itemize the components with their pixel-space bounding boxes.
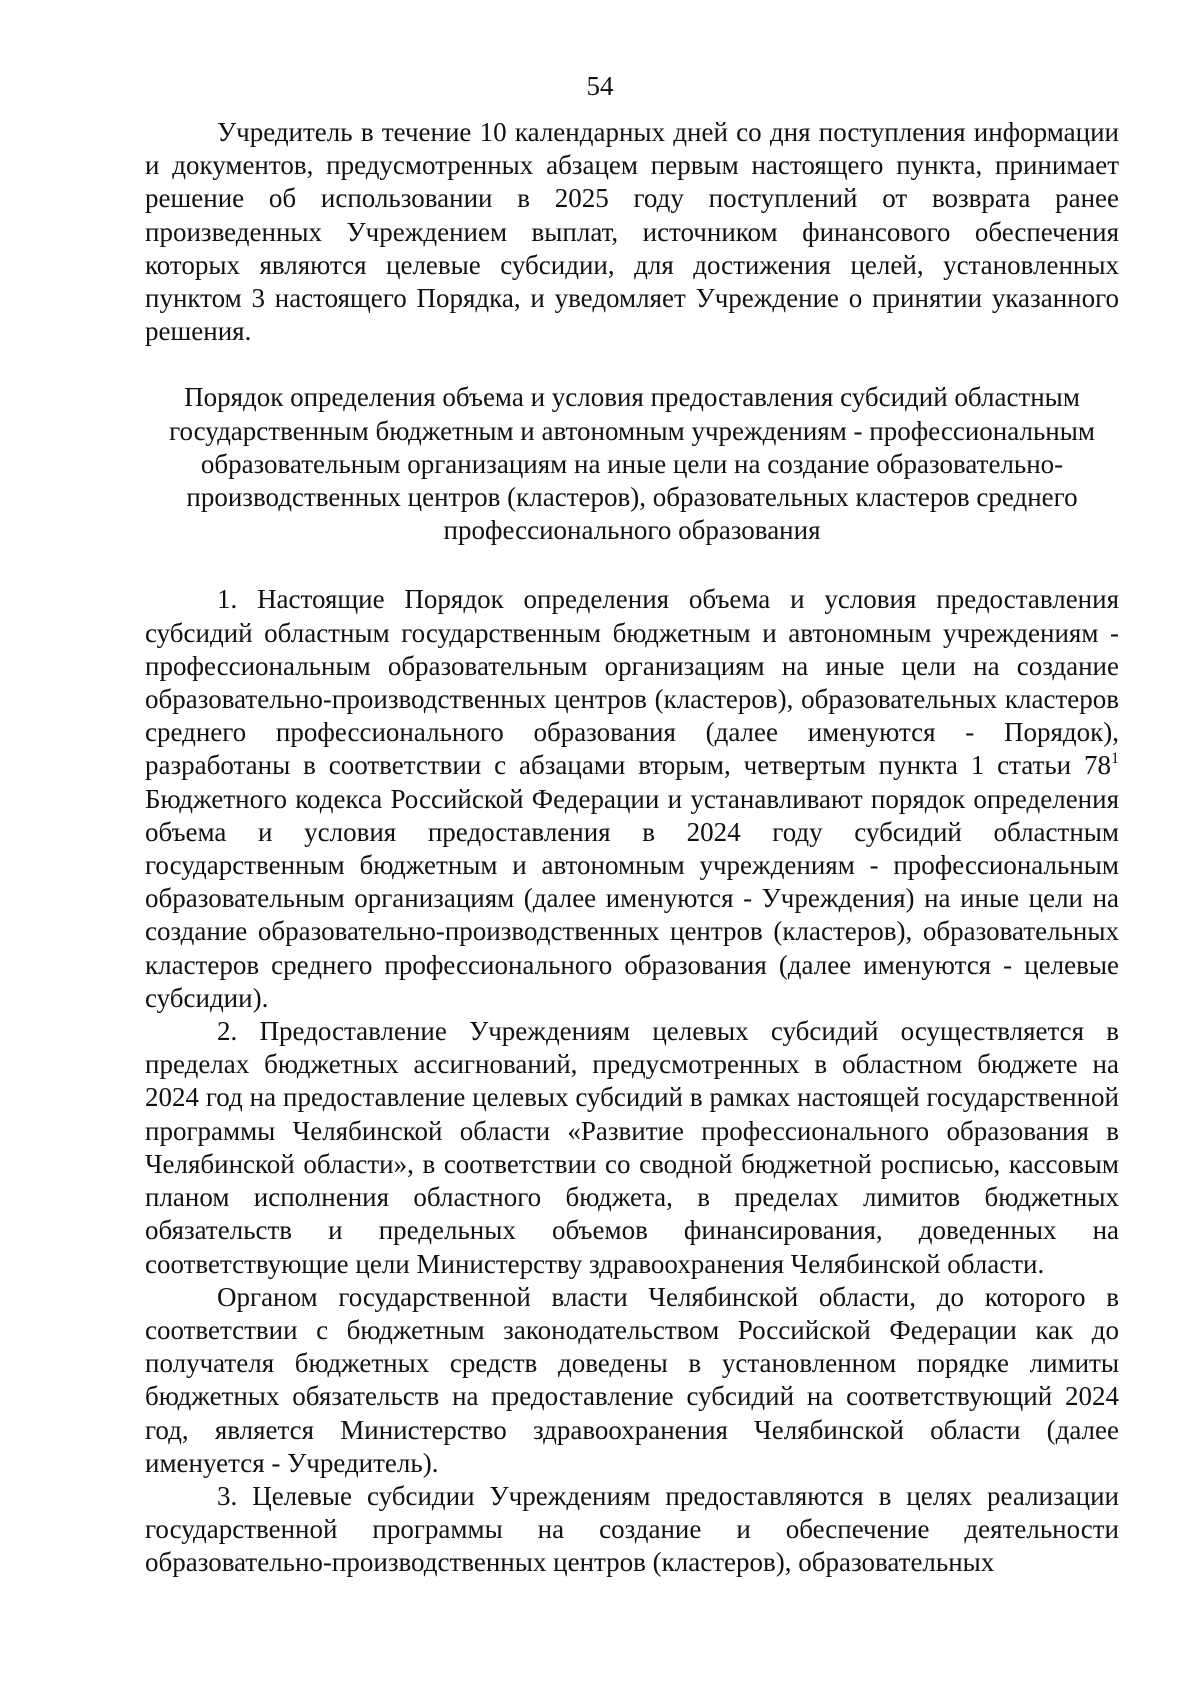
paragraph-1-general <box>145 583 1119 1015</box>
paragraph-2-funding: 2. Предоставление Учреждениям целевых субсидий осуществляется в пределах бюджетных ассигнований, предусмотренных в областном бюджете на 2024 год на предоставление целевых субсидий в рамках настоящей государственной программы Челябинской области «Развитие профессионального образования в Челябинской области», в соответствии со сводной бюджетной росписью, кассовым планом исполнения областного бюджета, в пределах лимитов бюджетных обязательств и предельных объемов финансирования, доведенных на соответствующие цели Министерству здравоохранения Челябинской области. <box>145 1016 1119 1279</box>
paragraph-3-purpose: 3. Целевые субсидии Учреждениям предоставляются в целях реализации государственной программы на создание и обеспечение деятельности образовательно-производственных центров (кластеров), образовательных <box>145 1480 1119 1578</box>
paragraph-authority: Органом государственной власти Челябинской области, до которого в соответствии с бюджетным законодательством Российской Федерации как до получателя бюджетных средств доведены в установленном порядке лимиты бюджетных обязательств на предоставление субсидий на соответствующий 2024 год, является Министерство здравоохранения Челябинской области (далее именуется - Учредитель). <box>145 1281 1119 1478</box>
paragraph-founder-decision: Учредитель в течение 10 календарных дней со дня поступления информации и документов, предусмотренных абзацем первым настоящего пункта, принимает решение об использовании в 2025 году поступлений от возврата ранее произведенных Учреждением выплат, источником финансового обеспечения которых являются целевые субсидии, для достижения целей, установленных пунктом 3 настоящего Порядка, и уведомляет Учреждение о принятии указанного решения. <box>145 117 1119 347</box>
paragraph-1-text-start: 1. Настоящие Порядок определения объема и условия предоставления субсидий областным государственным бюджетным и автономным учреждениям - профессиональным образовательным организациям на иные цели на создание образовательно-производственных центров (кластеров), образовательных кластеров среднего профессионального образования (далее именуются - Порядок), разработаны в соответствии с абзацами вторым, четвертым пункта 1 статьи 78 <box>145 584 1119 781</box>
paragraph-1-text-end: Бюджетного кодекса Российской Федерации и устанавливают порядок определения объема и условия предоставления в 2024 году субсидий областным государственным бюджетным и автономным учреждениям - профессиональным образовательным организациям (далее именуются - Учреждения) на иные цели на создание образовательно-производственных центров (кластеров), образовательных кластеров среднего профессионального образования (далее именуются - целевые субсидии). <box>145 783 1119 1013</box>
article-superscript: 1 <box>1111 750 1119 768</box>
document-body <box>145 116 1119 1580</box>
page-number: 54 <box>586 71 614 101</box>
section-heading: Порядок определения объема и условия предоставления субсидий областным государственным бюджетным и автономным учреждениям - профессиональным образовательным организациям на иные цели на создание образовательно-производственных центров (кластеров), образовательных кластеров среднего профессионального образования <box>169 382 1095 546</box>
